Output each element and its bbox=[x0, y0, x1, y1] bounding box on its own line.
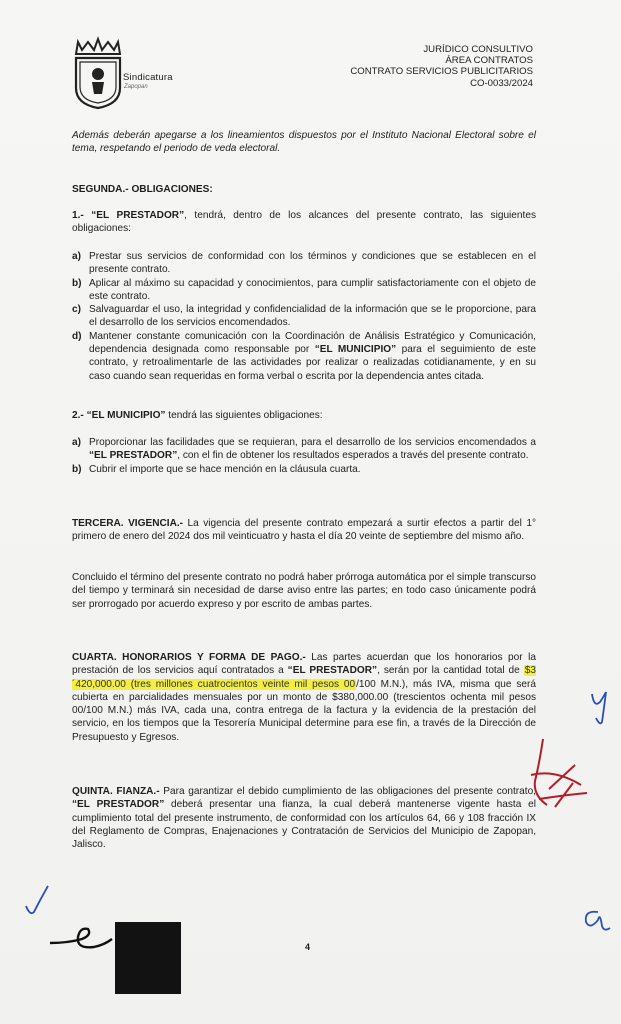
document-header bbox=[350, 44, 533, 89]
logo-subtext: Zapopan bbox=[124, 84, 148, 90]
section-heading-segunda: SEGUNDA.- OBLIGACIONES: bbox=[72, 184, 213, 195]
section-heading-quinta: QUINTA. FIANZA.- bbox=[72, 786, 160, 797]
paragraph-text: , tendrá, dentro de los alcances del presente contrato, las siguientes obligaciones: bbox=[72, 210, 536, 235]
item-number: 2.- bbox=[72, 410, 84, 421]
list-item: b) Cubrir el importe que se hace mención en la cláusula cuarta. bbox=[72, 463, 361, 475]
header-line: CONTRATO SERVICIOS PUBLICITARIOS bbox=[350, 66, 533, 78]
cuarta-paragraph: CUARTA. HONORARIOS Y FORMA DE PAGO.- Las partes acuerdan que los honorarios por la prestación de los servicios aquí contratados a “EL PRESTADOR”, serán por la cantidad total de $3´420,000.00 (tres millones cuatrocientos veinte mil pesos 00/100 M.N.), más IVA, misma que será cubierta en parcialidades mensuales por un monto de $380,000.00 (trescientos ochenta mil pesos 00/100 M.N.) más IVA, cada una, contra entrega de la factura y la evidencia de la prestación del servicio, en los tiempos que la Tesorería Municipal determine para ese fin, a través de la Dirección de Presupuesto y Egresos. bbox=[72, 652, 536, 743]
party-name: “EL MUNICIPIO” bbox=[86, 410, 166, 421]
list-item: a) Prestar sus servicios de conformidad con los términos y condiciones que se establecen en el presente contrato. bbox=[72, 251, 536, 276]
paragraph-text: tendrá las siguientes obligaciones: bbox=[165, 410, 323, 421]
page-number: 4 bbox=[305, 942, 311, 952]
handwritten-initial-icon bbox=[578, 904, 612, 934]
header-line: JURÍDICO CONSULTIVO bbox=[423, 44, 533, 55]
prestador-obligations-list bbox=[72, 250, 536, 383]
handwritten-initial-icon bbox=[588, 688, 616, 726]
segunda-paragraph-1 bbox=[72, 209, 536, 236]
highlighted-amount: $3´420,000.00 (tres millones cuatrocientos veinte mil pesos 00 bbox=[72, 665, 536, 690]
tercera-paragraph: TERCERA. VIGENCIA.- La vigencia del presente contrato empezará a surtir efectos a partir del 1° primero de enero del 2024 dos mil veinticuatro y hasta el día 20 veinte de septiembre del mismo año. bbox=[72, 518, 536, 543]
intro-paragraph: Además deberán apegarse a los lineamientos dispuestos por el Instituto Nacional Electoral sobre el tema, respetando el periodo de veda electoral. bbox=[72, 130, 536, 155]
section-heading-tercera: TERCERA. VIGENCIA.- bbox=[72, 518, 184, 529]
municipio-obligations-list bbox=[72, 436, 536, 476]
section-heading-cuarta: CUARTA. HONORARIOS Y FORMA DE PAGO.- bbox=[72, 652, 306, 663]
handwritten-signature-icon bbox=[48, 925, 114, 955]
list-item: d) Mantener constante comunicación con la Coordinación de Análisis Estratégico y Comunicación, dependencia designada como responsable por “EL MUNICIPIO” para el seguimiento de este contrato, y retroalimentarle de las actividades por realizar o realizadas cotidianamente, y en su caso cuando sean requeridas en forma verbal o escrita por la dependencia antes citada. bbox=[72, 330, 536, 382]
header-line: CO-0033/2024 bbox=[470, 77, 533, 89]
handwritten-signature-icon bbox=[525, 735, 595, 815]
header-line: ÁREA CONTRATOS bbox=[445, 55, 533, 67]
list-item: b) Aplicar al máximo su capacidad y conocimientos, para cumplir satisfactoriamente con el objeto de este contrato. bbox=[72, 277, 536, 302]
tercera-paragraph-2: Concluido el término del presente contrato no podrá haber prórroga automática por el simple transcurso del tiempo y terminará sin necesidad de darse aviso entre las partes; en todo caso únicamente podrá ser prorrogado por acuerdo expreso y por escrito de ambas partes. bbox=[72, 572, 537, 610]
party-name: “EL PRESTADOR” bbox=[91, 210, 185, 221]
list-item: c) Salvaguardar el uso, la integridad y confidencialidad de la información que se le proporcione, para el desarrollo de los servicios encomendados. bbox=[72, 304, 536, 329]
segunda-paragraph-2 bbox=[72, 409, 536, 422]
quinta-paragraph: QUINTA. FIANZA.- Para garantizar el debido cumplimiento de las obligaciones del presente contrato, “EL PRESTADOR” deberá presentar una fianza, la cual deberá mantenerse vigente hasta el cumplimiento total del presente instrumento, de conformidad con los artículos 64, 66 y 108 fracción IX del Reglamento de Compras, Enajenaciones y Contratación de Servicios del Municipio de Zapopan, Jalisco. bbox=[72, 786, 536, 851]
checkmark-icon bbox=[22, 884, 52, 920]
list-item: a) Proporcionar las facilidades que se requieran, para el desarrollo de los servicios encomendados a “EL PRESTADOR”, con el fin de obtener los resultados esperados a través del presente contrato. bbox=[72, 437, 536, 462]
redaction-block bbox=[115, 922, 181, 994]
logo-wordmark: Sindicatura bbox=[123, 72, 173, 83]
sindicatura-logo-icon bbox=[68, 36, 128, 110]
item-number: 1.- bbox=[72, 210, 84, 221]
